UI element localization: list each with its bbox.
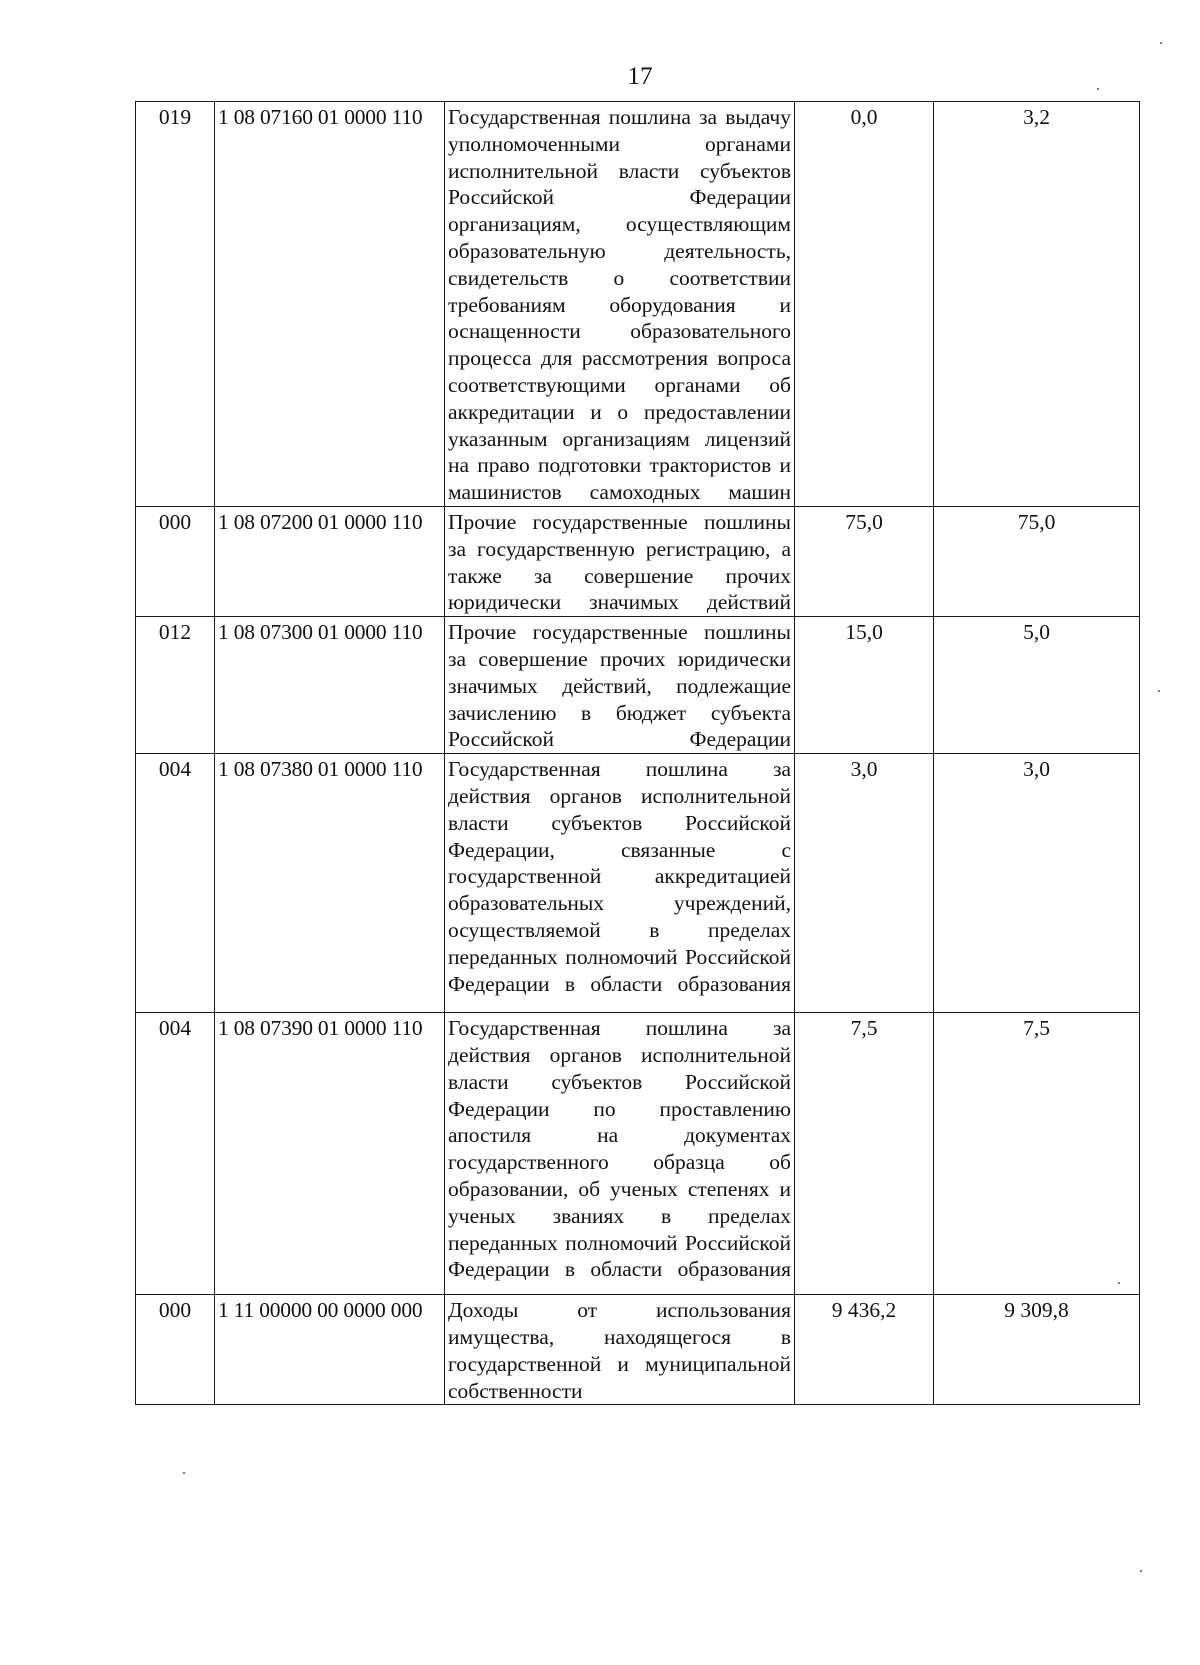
budget-code-cell: 1 08 07380 01 0000 110 bbox=[215, 754, 445, 1013]
table-row bbox=[136, 1013, 1140, 1295]
table-row bbox=[136, 1295, 1140, 1405]
income-name-cell: Прочие государственные пошлины за совершение прочих юридически значимых действий, подлежащие зачислению в бюджет субъекта Российской Федерации bbox=[445, 617, 795, 754]
scan-speck bbox=[1160, 42, 1162, 44]
scan-speck bbox=[1140, 1570, 1142, 1572]
income-name-cell: Доходы от использования имущества, находящегося в государственной и муниципальной собственности bbox=[445, 1295, 795, 1405]
admin-code-cell: 004 bbox=[136, 1013, 215, 1295]
scan-speck bbox=[1158, 690, 1160, 692]
amount-cell-1: 9 436,2 bbox=[795, 1295, 934, 1405]
amount-cell-2: 7,5 bbox=[934, 1013, 1140, 1295]
budget-code-cell: 1 08 07160 01 0000 110 bbox=[215, 102, 445, 507]
amount-cell-2: 75,0 bbox=[934, 507, 1140, 617]
table-row bbox=[136, 617, 1140, 754]
table-row bbox=[136, 507, 1140, 617]
page-number: 17 bbox=[627, 63, 653, 90]
table-row bbox=[136, 102, 1140, 507]
amount-cell-2: 3,0 bbox=[934, 754, 1140, 1013]
amount-cell-1: 3,0 bbox=[795, 754, 934, 1013]
budget-code-cell: 1 08 07300 01 0000 110 bbox=[215, 617, 445, 754]
amount-cell-1: 0,0 bbox=[795, 102, 934, 507]
admin-code-cell: 004 bbox=[136, 754, 215, 1013]
income-name-cell: Государственная пошлина за выдачу уполномоченными органами исполнительной власти субъектов Российской Федерации организациям, осуществляющим образовательную деятельность, свидетельств о соответствии требованиям оборудования и оснащенности образовательного процесса для рассмотрения вопроса соответствующими органами об аккредитации и о предоставлении указанным организациям лицензий на право подготовки трактористов и машинистов самоходных машин bbox=[445, 102, 795, 507]
table-row bbox=[136, 754, 1140, 1013]
revenue-table bbox=[135, 101, 1140, 1405]
scan-speck bbox=[183, 1472, 185, 1474]
amount-cell-1: 75,0 bbox=[795, 507, 934, 617]
amount-cell-2: 9 309,8 bbox=[934, 1295, 1140, 1405]
admin-code-cell: 019 bbox=[136, 102, 215, 507]
income-name-cell: Государственная пошлина за действия органов исполнительной власти субъектов Российской Федерации по проставлению апостиля на документах государственного образца об образовании, об ученых степенях и ученых званиях в пределах переданных полномочий Российской Федерации в области образования bbox=[445, 1013, 795, 1295]
admin-code-cell: 000 bbox=[136, 507, 215, 617]
income-name-cell: Государственная пошлина за действия органов исполнительной власти субъектов Российской Федерации, связанные с государственной аккредитацией образовательных учреждений, осуществляемой в пределах переданных полномочий Российской Федерации в области образования bbox=[445, 754, 795, 1013]
amount-cell-1: 15,0 bbox=[795, 617, 934, 754]
amount-cell-1: 7,5 bbox=[795, 1013, 934, 1295]
admin-code-cell: 012 bbox=[136, 617, 215, 754]
income-name-cell: Прочие государственные пошлины за государственную регистрацию, а также за совершение прочих юридически значимых действий bbox=[445, 507, 795, 617]
scan-speck bbox=[1118, 1282, 1120, 1284]
scan-speck bbox=[1097, 88, 1099, 90]
amount-cell-2: 5,0 bbox=[934, 617, 1140, 754]
amount-cell-2: 3,2 bbox=[934, 102, 1140, 507]
budget-code-cell: 1 08 07390 01 0000 110 bbox=[215, 1013, 445, 1295]
budget-code-cell: 1 11 00000 00 0000 000 bbox=[215, 1295, 445, 1405]
admin-code-cell: 000 bbox=[136, 1295, 215, 1405]
budget-code-cell: 1 08 07200 01 0000 110 bbox=[215, 507, 445, 617]
